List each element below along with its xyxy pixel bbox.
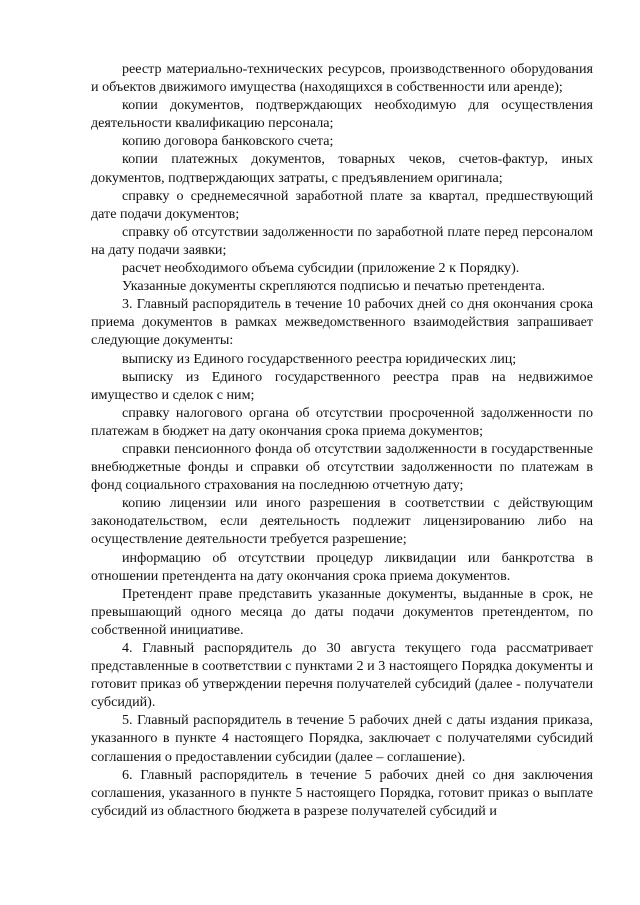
paragraph-16: Претендент праве представить указанные документы, выданные в срок, не превышающий одного месяца до даты подачи документов претендентом, по собственной инициативе. — [91, 585, 593, 638]
paragraph-17: 4. Главный распорядитель до 30 августа текущего года рассматривает представленные в соответствии с пунктами 2 и 3 настоящего Порядка документы и готовит приказ об утверждении перечня получателей субсидий (далее - получатели субсидий). — [91, 640, 593, 711]
paragraph-7: расчет необходимого объема субсидии (приложение 2 к Порядку). — [122, 260, 520, 277]
paragraph-14: копию лицензии или иного разрешения в соответствии с действующим законодательством, если деятельность подлежит лицензированию либо на осуществление деятельности требуется разрешение; — [91, 495, 593, 548]
paragraph-13: справки пенсионного фонда об отсутствии задолженности в государственные внебюджетные фонды и справки об отсутствии задолженности по платежам в фонд социального страхования на последнюю отчетную дату; — [91, 440, 593, 494]
paragraph-2: копии документов, подтверждающих необходимую для осуществления деятельности квалификацию персонала; — [91, 97, 593, 132]
paragraph-19: 6. Главный распорядитель в течение 5 рабочих дней со дня заключения соглашения, указанного в пункте 5 настоящего Порядка, готовит приказ о выплате субсидий из областного бюджета в разрезе получателей субсидий и — [91, 766, 593, 819]
paragraph-1: реестр материально-технических ресурсов, производственного оборудования и объектов движимого имущества (находящихся в собственности или аренде); — [91, 61, 593, 96]
paragraph-4: копии платежных документов, товарных чеков, счетов-фактур, иных документов, подтверждающих затраты, с предъявлением оригинала; — [91, 151, 593, 186]
paragraph-8: Указанные документы скрепляются подписью и печатью претендента. — [122, 278, 545, 295]
paragraph-18: 5. Главный распорядитель в течение 5 рабочих дней с даты издания приказа, указанного в пункте 4 настоящего Порядка, заключает с получателями субсидий соглашения о предоставлении субсидии (далее – соглашение). — [91, 712, 593, 765]
paragraph-6: справку об отсутствии задолженности по заработной плате перед персоналом на дату подачи заявки; — [91, 223, 593, 258]
paragraph-5: справку о среднемесячной заработной плате за квартал, предшествующий дате подачи документов; — [91, 187, 593, 222]
paragraph-15: информацию об отсутствии процедур ликвидации или банкротства в отношении претендента на дату окончания срока приема документов. — [91, 549, 593, 584]
paragraph-3: копию договора банковского счета; — [122, 133, 334, 150]
paragraph-11: выписку из Единого государственного реестра прав на недвижимое имущество и сделок с ним; — [91, 368, 593, 403]
document-page — [91, 60, 593, 820]
paragraph-10: выписку из Единого государственного реестра юридических лиц; — [122, 350, 517, 367]
paragraph-12: справку налогового органа об отсутствии просроченной задолженности по платежам в бюджет на дату окончания срока приема документов; — [91, 404, 593, 439]
paragraph-9: 3. Главный распорядитель в течение 10 рабочих дней со дня окончания срока приема документов в рамках межведомственного взаимодействия запрашивает следующие документы: — [91, 296, 593, 349]
